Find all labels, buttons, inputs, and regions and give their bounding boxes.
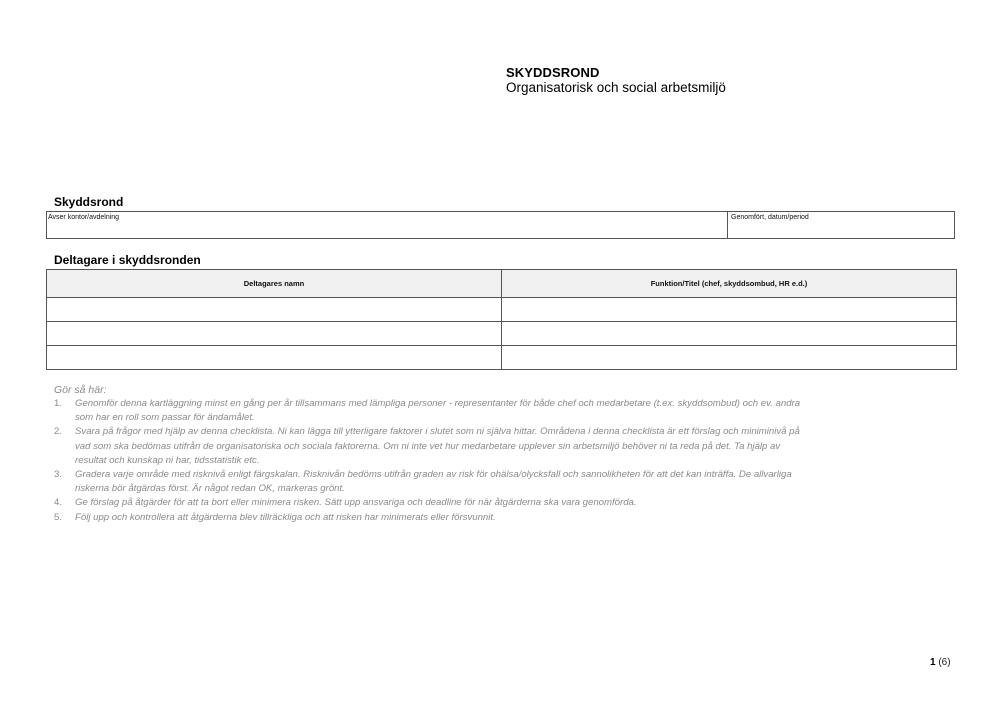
participant-name-cell[interactable] (47, 322, 502, 346)
instruction-text: Följ upp och kontrollera att åtgärderna blev tillräckliga och att risken har minimerats eller försvunnit. (75, 511, 496, 523)
instruction-number: 4. (54, 497, 63, 509)
instruction-text: Gradera varje område med risknivå enligt färgskalan. Risknivån bedöms utifrån graden av risk för ohälsa/olycksfall och sannolikheten för att det kan inträffa. De allvarliga riskerna bör åtgärdas först. Är något redan OK, markeras grönt. (75, 469, 792, 495)
participant-function-cell[interactable] (502, 322, 957, 346)
participant-name-cell[interactable] (47, 346, 502, 370)
document-header (506, 65, 726, 96)
instructions-title: Gör så här: (54, 384, 107, 396)
completed-date-period-field[interactable] (728, 212, 954, 238)
completed-date-period-label: Genomfört, datum/period (731, 214, 809, 221)
participant-name-cell[interactable] (47, 298, 502, 322)
document-title: SKYDDSROND (506, 65, 600, 80)
table-header-row (47, 270, 957, 298)
office-department-label: Avser kontor/avdelning (48, 214, 120, 221)
instruction-item (54, 397, 814, 425)
office-department-field[interactable] (47, 212, 728, 238)
table-row (47, 346, 957, 370)
instruction-item (54, 425, 814, 468)
instruction-item (54, 468, 814, 496)
table-row (47, 322, 957, 346)
page-total: (6) (938, 657, 951, 668)
section-heading-skyddsrond: Skyddsrond (54, 195, 124, 209)
instructions-list (54, 397, 814, 525)
instruction-number: 3. (54, 469, 63, 481)
skyddsrond-form (46, 211, 955, 239)
participant-function-cell[interactable] (502, 298, 957, 322)
participant-function-cell[interactable] (502, 346, 957, 370)
instructions-block (54, 383, 814, 525)
table-row (47, 298, 957, 322)
participants-table (46, 269, 957, 370)
instruction-text: Svara på frågor med hjälp av denna checklista. Ni kan lägga till ytterligare faktorer i slutet som ni själva hittar. Områdena i denna checklista är ett förslag och miniminivå på vad som ska bedömas utifrån de organisatoriska och sociala faktorerna. Om ni inte vet hur medarbetare upplever sin arbetsmiljö behöver ni ta reda på det. Ta hjälp av resultat och kunskap ni har, tidsstatistik etc. (75, 426, 800, 466)
column-header-participant-name: Deltagares namn (47, 270, 502, 298)
instruction-number: 5. (54, 511, 63, 523)
instruction-text: Genomför denna kartläggning minst en gång per år tillsammans med lämpliga personer - representanter för både chef och medarbetare (t.ex. skyddsombud) och ev. andra som har en roll som passar för ändamålet. (75, 398, 801, 424)
instruction-number: 2. (54, 426, 63, 438)
document-subtitle: Organisatorisk och social arbetsmiljö (506, 80, 726, 95)
page-current: 1 (930, 657, 936, 668)
instruction-item (54, 496, 814, 510)
column-header-function-title: Funktion/Titel (chef, skyddsombud, HR e.d.) (502, 270, 957, 298)
instruction-item (54, 511, 814, 525)
instruction-text: Ge förslag på åtgärder för att ta bort eller minimera risken. Sätt upp ansvariga och deadline för när åtgärderna ska vara genomförda. (75, 497, 637, 509)
section-heading-participants: Deltagare i skyddsronden (54, 253, 201, 267)
page-number (930, 657, 951, 669)
instruction-number: 1. (54, 398, 63, 409)
